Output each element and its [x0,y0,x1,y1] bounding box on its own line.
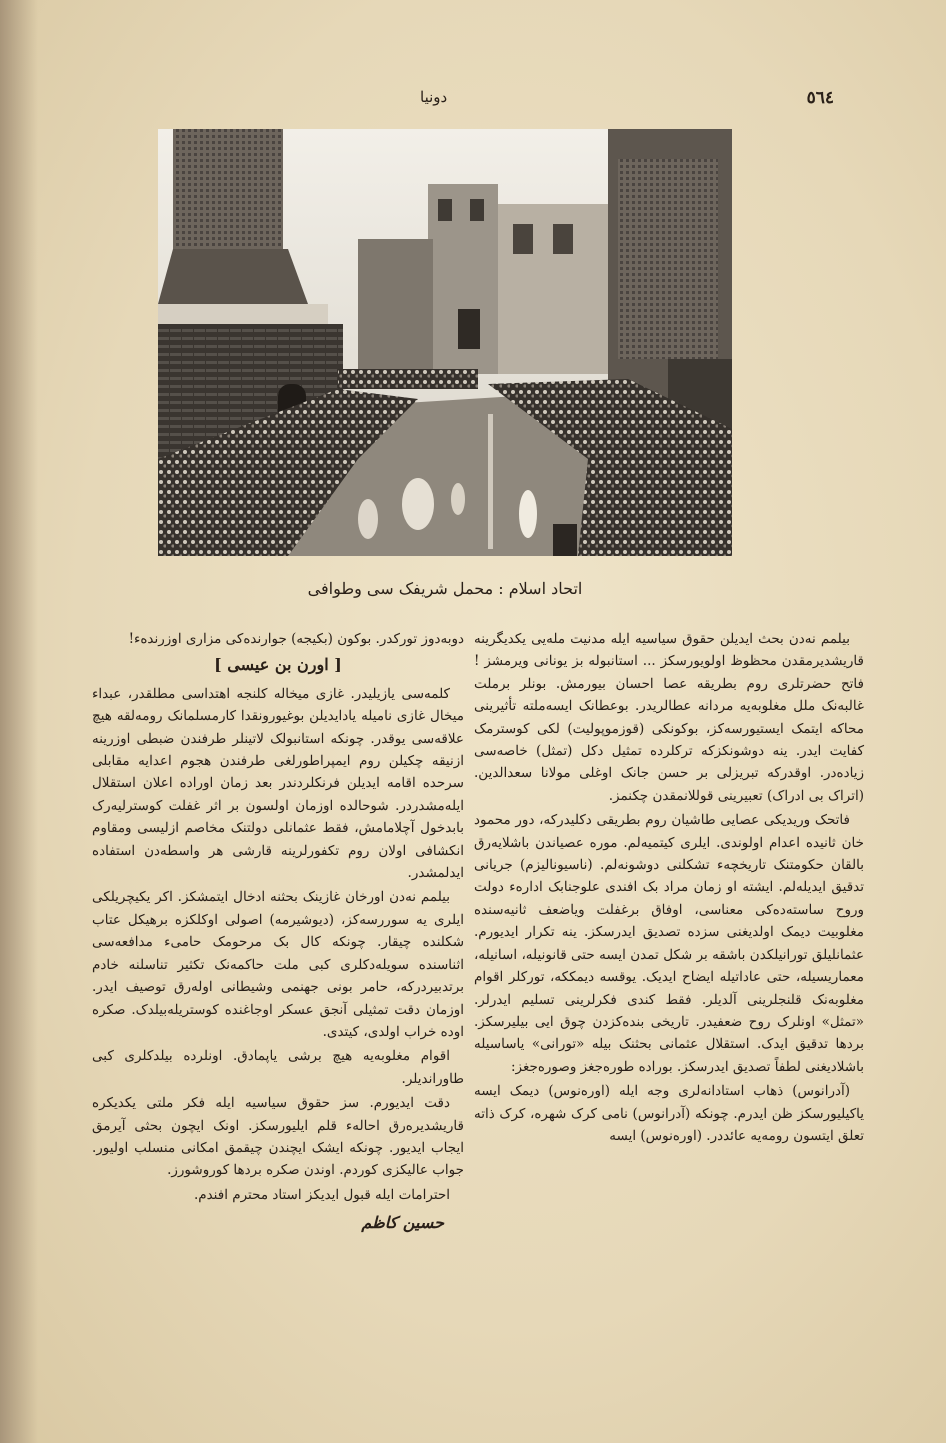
street-procession-photo [158,129,732,556]
section-heading: [ اورن بن عیسی ] [214,655,342,675]
right-column [474,628,864,1149]
paragraph: احترامات ایلە قبول ایدیکز استاد محترم افندم. [193,1186,450,1203]
paragraph: فاتحک وریدیکی عصایی طاشیان روم بطریقی دکلیدرکە، دور محمود خان ثانیدە اعدام اولوندی. ایلری کیتمیەلم. موره عصیاندن باشلایەرق بالقان حکومتنک تاریخچەء تشکلنی دوشونەلم. (ناسیونالیزم) جریانی تدقیق ایدیلەلم. ایشتە او زمان مراد بک افندی علوجنابک ادارەء دولت وروح ساستەدەکی معناسی، اوفاق برغفلت ویاضعف ثانیەسندە مغلوبیت دیمک اولدیغنی سزدە تصدیق ایدرسکز. ینە تکرار ایدیورم. عثمانلیلق تورانیلکدن باشقە بر شکل تمدن ایسە حتی قانونیلە، اسانیلە، معماریسیلە، حتی عاداتیلە ایضاح ایدیک. یوقسە دیمککە، تورکلر اقوام مغلوبەنک قلنجلرینی آلدیلر. فقط کندی فکرلرینی تسلیم ایدرلر. «تمثل» اونلرک روح ضعفیدر. تاریخی بندەکزدن چوق ایی بیلیرسکز. بردها تدقیق ایدک. استقلال عثمانی بحثنک بیلە «تورانی» یاساسیلە باشلادیغنی لطفاً تصدیق ایدرسکز. بوراده طورەجغز وصورەجغز: [474,812,864,1075]
paragraph: کلمەسی یازیلیدر. غازی میخالە کلنجە اهتداسی مطلقدر، عبداء میخال غازی نامیلە یادایدیلن بوغیورونقدا کارمسلمانک رومەلقە هیچ علاقەسی یوقدر. چونکە استانبولک لاتینلر طرفندن ضبطی اوزرینە ازنیقە چکیلن روم ایمپراطورلغی طرفندن هجوم اعدایە مقابلی سرحدە اقامە ایدیلن فرنکلردندر بعد زمان اوراده اعلان استقلال ایلەمشدردر. شوحالدە اوزمان اولسون بر اثر غفلت کوسترلیەرک بابدخول آچلامامش، فقط عثمانلی دولتنک مخاصم ازلیسی ومقاوم انکشافی اولان روم تکفورلرینە قارشی هر واسطەدن استفادە ایدلمشدر. [92,685,464,882]
paragraph: (آدرانوس) ذهاب استادانەلری وجه ایلە (اورەنوس) دیمک ایسە یاکیلیورسکز ظن ایدرم. چونکە (آدرانوس) نامی کرک شهرە، کرک ذاتە تعلق ایتسون رومەیە عائددر. (اورەنوس) ایسە [474,1083,864,1144]
left-column [92,628,464,1235]
paragraph: بیلمم نەدن بحث ایدیلن حقوق سیاسیە ایلە مدنیت ملەیی یکدیگرینە قاریشدیرمقدن محظوظ اولویورسکز ... استانبولە بز یونانی ویرمشز ! فاتح حضرتلری روم بطریقە عصا احسان بیورمش. بونلر برملت غالبەنک ملل مغلوبەیە مردانە عطالریدر. بوعطانک ایسەملتە تأثیرینی محاکە ایتمک ایستیورسەکز، بوکونکی (قوزموپولیت) لکی کوسترمک کفایت ایدر. ینە دوشونکزکە ترکلردە تمثیل دکل (تمثل) خاصەسی زیادەدر. اوقدرکە تبریزلی بر حسن جانک اوغلی مولانا سعدالدین. (اتراک بی ادراک) تعبیرینی قوللانمقدن چکنمز. [474,631,864,804]
author-signature: حسین کاظم [361,1213,444,1233]
journal-title: دونیا [420,88,448,106]
paragraph: دوبەدوز تورکدر. بوکون (بکیجە) جوارندەکی مزاری اوزرندەء! [128,631,464,647]
paragraph: دقت ایدیورم. سز حقوق سیاسیە ایلە فکر ملتی یکدیکرە قاریشدیرەرق احالهء قلم ایلیورسکز. اونک ایچون بحثی آیرمق ایجاب ایدیور. چونکە ایشک ایچندن چیقمق امکانی منسلب اولیور. جواب عالیکزی کوردم. اوندن صکرە بردها کوروشورز. [92,1095,464,1179]
running-head [0,88,946,112]
page-number: ٥٦٤ [806,88,834,108]
figure-caption: اتحاد اسلام : محمل شریفک سی وطوافی [307,579,583,598]
paragraph: بیلمم نەدن اورخان غازینک بحثنە ادخال ایتمشکز. اکر یکیچریلکی ایلری یە سوررسەکز، (دیوشیرمە) اصولی اوکلکزە برهیکل عتاب شکلندە چیقار. چونکە کال بک مرحومک حامیء مدافعەسی اثناسندە سویلەدکلری کبی ملت حاکمەنک تکثیر تناسلنە خادم برتدبیردرکە، حامر بونی جهنمی وشیطانی اولەرق توصیف ایدر. اوزمان دقت تمثیلی آنجق عسکر اوجاغندە کوستریلەبیلدک. صکرە اوده خراب اولدی، کیتدی. [92,889,464,1040]
paragraph: اقوام مغلوبەیە هیچ برشی یاپمادق. اونلردە بیلدکلری کبی طاوراندیلر. [92,1048,464,1087]
binding-shadow [0,0,38,1443]
